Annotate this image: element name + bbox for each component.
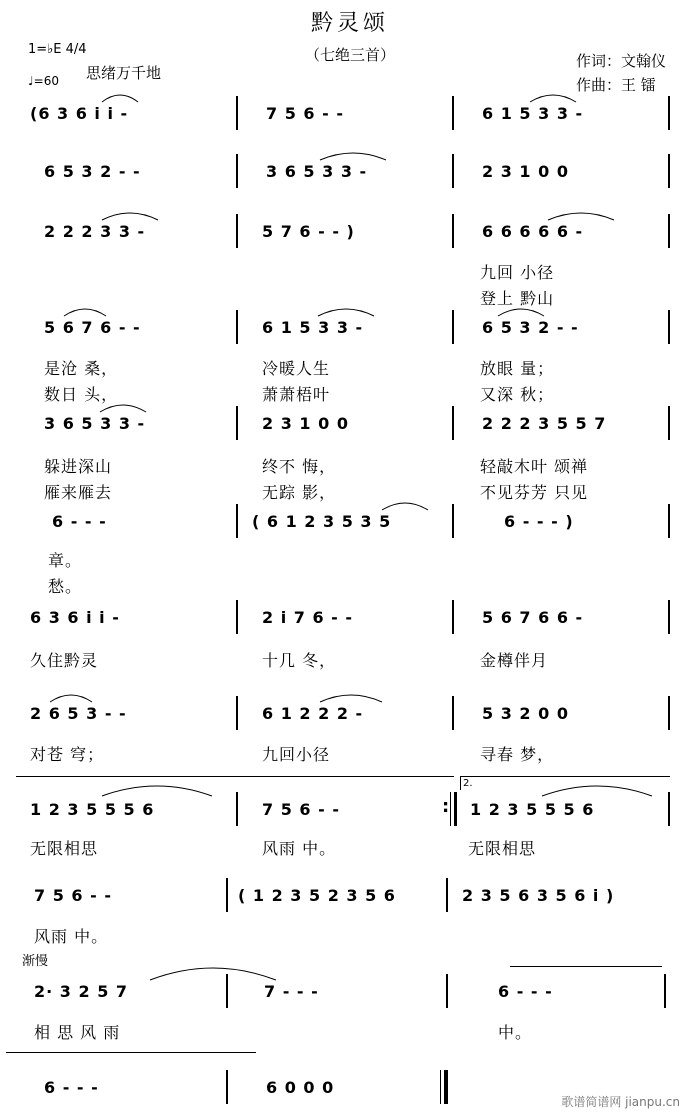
barline (236, 154, 238, 188)
lyric-verse-1: 章。 (48, 551, 83, 570)
barline (452, 214, 454, 248)
watermark-text: 歌谱简谱网 jianpu.cn (561, 1095, 680, 1109)
barline (226, 1070, 228, 1104)
barline (236, 406, 238, 440)
barline (236, 504, 238, 538)
tempo-marking: ♩=60 (28, 74, 59, 88)
lyric-verse-2: 萧萧梧叶 (262, 385, 331, 404)
measure: 6 - - - (498, 982, 553, 1001)
slur-mark (540, 778, 654, 798)
barline (236, 310, 238, 344)
measure: 5 6 7 6 6 - (482, 608, 584, 627)
measure: 6 3 6 i i - (30, 608, 120, 627)
slur-mark (100, 88, 140, 104)
barline (668, 406, 670, 440)
lyric-verse-1: 风雨 中。 (262, 839, 337, 858)
measure: 6 5 3 2 - - (482, 318, 579, 337)
lyric-verse-1: 寻春 梦， (480, 745, 555, 764)
lyric-verse-1: 无限相思 (468, 839, 537, 858)
tie-line (6, 1052, 256, 1053)
final-barline (444, 1070, 448, 1104)
measure: 6 6 6 6 6 - (482, 222, 584, 241)
barline (452, 696, 454, 730)
barline (452, 310, 454, 344)
barline (446, 878, 448, 912)
slur-mark (316, 302, 376, 318)
barline (446, 974, 448, 1008)
slur-mark (98, 398, 148, 414)
lyric-verse-2: 数日 头， (44, 385, 119, 404)
lyric-verse-2: 不见芬芳 只见 (480, 483, 589, 502)
barline (452, 406, 454, 440)
barline (236, 600, 238, 634)
lyric-verse-2: 愁。 (48, 577, 83, 596)
volta-2-bracket (460, 776, 461, 790)
barline (236, 792, 238, 826)
measure: 3 6 5 3 3 - (266, 162, 368, 181)
barline (668, 792, 670, 826)
lyric-verse-1: 躲进深山 (44, 457, 113, 476)
measure: 6 1 2 2 2 - (262, 704, 364, 723)
measure: 2 6 5 3 - - (30, 704, 127, 723)
measure: 5 7 6 - - ) (262, 222, 355, 241)
measure: 5 3 2 0 0 (482, 704, 569, 723)
lyric-verse-1: 中。 (498, 1023, 533, 1042)
barline (668, 214, 670, 248)
slur-mark (496, 302, 546, 318)
measure: 2· 3 2 5 7 (34, 982, 129, 1001)
barline (452, 600, 454, 634)
song-subtitle: （七绝三首） (304, 46, 395, 64)
barline (668, 96, 670, 130)
volta-2-bracket (460, 776, 670, 777)
expression-marking: 思绪万千地 (86, 64, 162, 82)
barline (668, 600, 670, 634)
measure: 2 2 2 3 3 - (44, 222, 146, 241)
slur-mark (100, 778, 214, 798)
barline (664, 974, 666, 1008)
slur-mark (546, 206, 616, 222)
lyric-verse-1: 风雨 中。 (34, 927, 109, 946)
barline (226, 878, 228, 912)
lyric-verse-1: 是沧 桑， (44, 359, 119, 378)
volta-2-label: 2. (463, 778, 473, 789)
slur-mark (318, 146, 388, 162)
lyricist-credit: 作词：文翰仪 (576, 52, 667, 70)
barline (452, 154, 454, 188)
song-title: 黔灵颂 (310, 11, 389, 36)
lyric-verse-1: 十几 冬， (262, 651, 337, 670)
slur-mark (528, 88, 578, 104)
lyric-verse-1: 对苍 穹； (30, 745, 105, 764)
slur-mark (318, 688, 384, 704)
measure: 7 5 6 - - (34, 886, 112, 905)
measure: 3 6 5 3 3 - (44, 414, 146, 433)
measure: 7 - - - (264, 982, 319, 1001)
measure: 2 i 7 6 - - (262, 608, 354, 627)
lyric-verse-1: 终不 悔， (262, 457, 337, 476)
measure: 6 0 0 0 (266, 1078, 335, 1097)
barline (236, 96, 238, 130)
barline (452, 96, 454, 130)
lyric-verse-1: 九回 小径 (480, 263, 555, 282)
lyric-verse-1: 久住黔灵 (30, 651, 99, 670)
lyric-verse-1: 金樽伴月 (480, 651, 549, 670)
measure: 1 2 3 5 5 5 6 (470, 800, 595, 819)
measure: 5 6 7 6 - - (44, 318, 141, 337)
measure: 1 2 3 5 5 5 6 (30, 800, 155, 819)
barline (454, 792, 457, 826)
measure: 6 - - - (52, 512, 107, 531)
measure: 2 3 1 0 0 (262, 414, 349, 433)
barline (668, 154, 670, 188)
slur-mark (100, 206, 160, 222)
slur-mark (48, 688, 94, 704)
measure: 6 1 5 3 3 - (262, 318, 364, 337)
barline (450, 792, 451, 826)
measure: 6 1 5 3 3 - (482, 104, 584, 123)
composer-credit: 作曲：王 镭 (576, 76, 656, 94)
measure: ( 6 1 2 3 5 3 5 (252, 512, 392, 531)
measure: (6 3 6 i i - (30, 104, 129, 123)
lyric-verse-2: 雁来雁去 (44, 483, 113, 502)
measure: 2 3 1 0 0 (482, 162, 569, 181)
lyric-verse-1: 放眼 量； (480, 359, 555, 378)
lyric-verse-2: 登上 黔山 (480, 289, 555, 308)
barline (668, 504, 670, 538)
lyric-verse-1: 九回小径 (262, 745, 331, 764)
measure: 6 - - - ) (504, 512, 574, 531)
tie-line (510, 966, 662, 967)
barline (236, 696, 238, 730)
lyric-verse-1: 冷暖人生 (262, 359, 331, 378)
lyric-verse-2: 无踪 影， (262, 483, 337, 502)
measure: 7 5 6 - - (262, 800, 340, 819)
slur-mark (148, 960, 278, 982)
measure: ( 1 2 3 5 2 3 5 6 (238, 886, 396, 905)
measure: 6 - - - (44, 1078, 99, 1097)
measure: 6 5 3 2 - - (44, 162, 141, 181)
barline (452, 504, 454, 538)
barline (236, 214, 238, 248)
lyric-verse-1: 轻敲木叶 颂禅 (480, 457, 589, 476)
final-barline (440, 1070, 441, 1104)
lyric-verse-1: 相 思 风 雨 (34, 1023, 121, 1042)
repeat-end-sign: : (442, 796, 450, 817)
lyric-verse-1: 无限相思 (30, 839, 99, 858)
slur-mark (380, 496, 430, 512)
slur-mark (62, 302, 108, 318)
measure: 2 2 2 3 5 5 7 (482, 414, 607, 433)
volta-1-bracket (16, 776, 454, 777)
measure: 2 3 5 6 3 5 6 i ) (462, 886, 615, 905)
key-signature: 1=♭E 4/4 (28, 42, 87, 57)
measure: 7 5 6 - - (266, 104, 344, 123)
ritardando-cue: 渐慢 (22, 954, 49, 969)
lyric-verse-2: 又深 秋； (480, 385, 555, 404)
barline (668, 310, 670, 344)
barline (668, 696, 670, 730)
